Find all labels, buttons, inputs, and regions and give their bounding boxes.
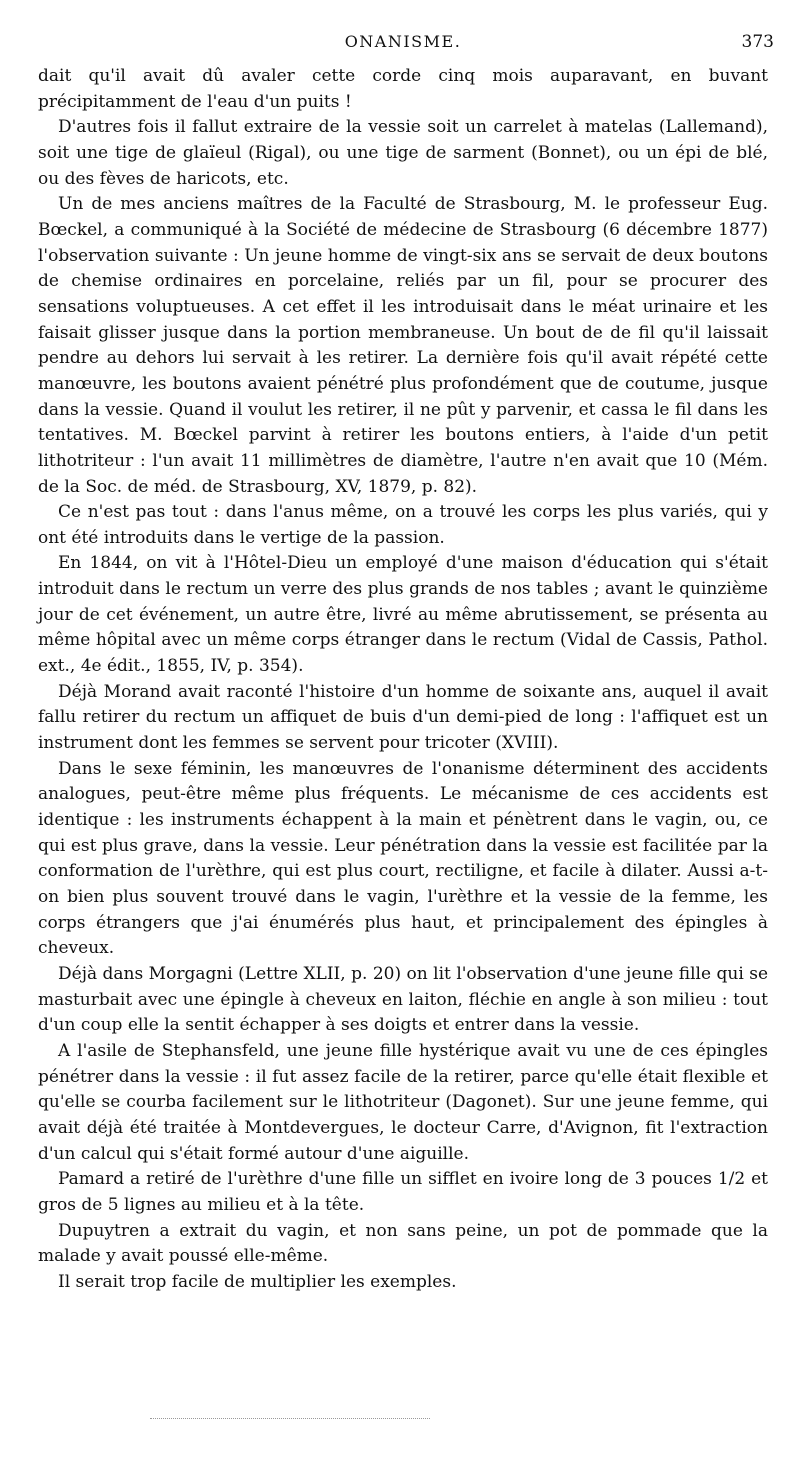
page-header xyxy=(38,14,774,52)
paragraph: Dans le sexe féminin, les manœuvres de l'onanisme déterminent des accidents analogues, peut-être même plus fréquents. Le mécanisme de ces accidents est identique : les instruments échappent à la main et pénètrent dans le vagin, ou, ce qui est plus grave, dans la vessie. Leur pénétration dans la vessie est facilitée par la conformation de l'urèthre, qui est plus court, rectiligne, et facile à dilater. Aussi a-t-on bien plus souvent trouvé dans le vagin, l'urèthre et la vessie de la femme, les corps étrangers que j'ai énumérés plus haut, et principalement des épingles à cheveux. xyxy=(38,758,768,959)
paragraph: Un de mes anciens maîtres de la Faculté de Strasbourg, M. le professeur Eug. Bœckel, a communiqué à la Société de médecine de Strasbourg (6 décembre 1877) l'observation suivante : Un jeune homme de vingt-six ans se servait de deux boutons de chemise ordinaires en porcelaine, reliés par un fil, pour se procurer des sensations voluptueuses. A cet effet il les introduisait dans le méat urinaire et les faisait glisser jusque dans la portion membraneuse. Un bout de de fil qu'il laissait pendre au dehors lui servait à les retirer. La dernière fois qu'il avait répété cette manœuvre, les boutons avaient pénétré plus profondément que de coutume, jusque dans la vessie. Quand il voulut les retirer, il ne pût y parvenir, et cassa le fil dans les tentatives. M. Bœckel parvint à retirer les boutons entiers, à l'aide d'un petit lithotriteur : l'un avait 11 millimètres de diamètre, l'autre n'en avait que 10 (Mém. de la Soc. de méd. de Strasbourg, XV, 1879, p. 82). xyxy=(38,194,768,497)
running-title: ONANISME. xyxy=(344,32,462,51)
paragraph: Dupuytren a extrait du vagin, et non sans peine, un pot de pommade que la malade y avait poussé elle-même. xyxy=(38,1220,768,1267)
footer-rule xyxy=(150,1418,430,1419)
paragraph: Il serait trop facile de multiplier les exemples. xyxy=(58,1271,457,1292)
page-number: 373 xyxy=(741,32,774,52)
body-text xyxy=(38,64,768,1296)
paragraph: Déjà dans Morgagni (Lettre XLII, p. 20) on lit l'observation d'une jeune fille qui se masturbait avec une épingle à cheveux en laiton, fléchie en angle à son milieu : tout d'un coup elle la sentit échapper à ses doigts et entrer dans la vessie. xyxy=(38,963,768,1036)
paragraph: En 1844, on vit à l'Hôtel-Dieu un employé d'une maison d'éducation qui s'était introduit dans le rectum un verre des plus grands de nos tables ; avant le quinzième jour de cet événement, un autre être, livré au même abrutissement, se présenta au même hôpital avec un même corps étranger dans le rectum (Vidal de Cassis, Pathol. ext., 4e édit., 1855, IV, p. 354). xyxy=(38,553,768,677)
paragraph: Ce n'est pas tout : dans l'anus même, on a trouvé les corps les plus variés, qui y ont été introduits dans le vertige de la passion. xyxy=(38,502,768,548)
paragraph: D'autres fois il fallut extraire de la vessie soit un carrelet à matelas (Lallemand), soit une tige de glaïeul (Rigal), ou une tige de sarment (Bonnet), ou un épi de blé, ou des fèves de haricots, etc. xyxy=(38,117,768,189)
paragraph: A l'asile de Stephansfeld, une jeune fille hystérique avait vu une de ces épingles pénétrer dans la vessie : il fut assez facile de la retirer, parce qu'elle était flexible et qu'elle se courba facilement sur le lithotriteur (Dagonet). Sur une jeune femme, qui avait déjà été traitée à Montdevergues, le docteur Carre, d'Avignon, fit l'extraction d'un calcul qui s'était formé autour d'une aiguille. xyxy=(38,1040,768,1164)
paragraph: Déjà Morand avait raconté l'histoire d'un homme de soixante ans, auquel il avait fallu retirer du rectum un affiquet de buis d'un demi-pied de long : l'affiquet est un instrument dont les femmes se servent pour tricoter (XVIII). xyxy=(38,681,768,754)
paragraph: dait qu'il avait dû avaler cette corde cinq mois auparavant, en buvant précipitamment de l'eau d'un puits ! xyxy=(38,66,768,112)
paragraph: Pamard a retiré de l'urèthre d'une fille un sifflet en ivoire long de 3 pouces 1/2 et gros de 5 lignes au milieu et à la tête. xyxy=(38,1169,768,1215)
